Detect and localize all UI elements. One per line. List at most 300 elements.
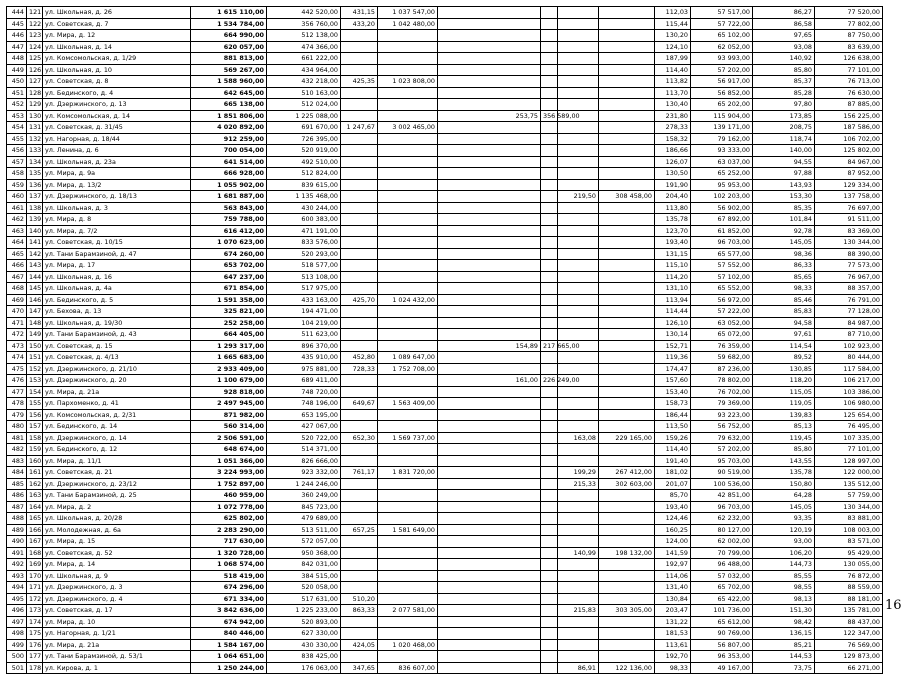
table-cell-c2	[341, 329, 378, 341]
table-cell-c9: 79 632,00	[691, 432, 753, 444]
table-cell-c2: 431,15	[341, 7, 378, 19]
table-cell-c10: 85,55	[753, 570, 815, 582]
table-cell-address: ул. Бединского, д. 5	[43, 294, 191, 306]
table-cell-c5	[541, 559, 558, 571]
table-cell-c5	[541, 225, 558, 237]
table-cell-total: 1 068 574,00	[191, 559, 267, 571]
table-cell-c6	[558, 628, 599, 640]
table-cell-c7	[599, 501, 655, 513]
table-row	[7, 352, 883, 364]
table-row	[7, 53, 883, 65]
table-cell-total: 871 982,00	[191, 409, 267, 421]
table-cell-c1: 432 218,00	[267, 76, 341, 88]
table-cell-c5	[541, 156, 558, 168]
table-cell-c1: 356 760,00	[267, 18, 341, 30]
table-cell-c7	[599, 260, 655, 272]
table-cell-c11: 135 781,00	[815, 605, 883, 617]
table-cell-c5	[541, 179, 558, 191]
table-cell-c6	[558, 179, 599, 191]
table-cell-c10: 73,75	[753, 662, 815, 674]
table-cell-address: ул. Мира, д. 14	[43, 559, 191, 571]
table-cell-c4	[438, 467, 541, 479]
table-cell-c7	[599, 41, 655, 53]
table-cell-total: 1 293 317,00	[191, 340, 267, 352]
table-cell-c2	[341, 283, 378, 295]
table-cell-c3	[378, 593, 438, 605]
table-cell-c3	[378, 214, 438, 226]
table-cell-total: 1 055 902,00	[191, 179, 267, 191]
table-cell-c10: 98,42	[753, 616, 815, 628]
table-cell-c1: 194 471,00	[267, 306, 341, 318]
table-cell-row: 499	[7, 639, 27, 651]
table-cell-c9: 63 052,00	[691, 317, 753, 329]
table-cell-total: 252 258,00	[191, 317, 267, 329]
table-cell-c8: 204,40	[655, 191, 691, 203]
table-cell-c7	[599, 582, 655, 594]
table-cell-c5	[541, 639, 558, 651]
table-cell-c8: 191,90	[655, 179, 691, 191]
table-cell-c1: 661 222,00	[267, 53, 341, 65]
budget-table-sheet	[6, 6, 882, 674]
table-cell-c6	[558, 283, 599, 295]
table-cell-c8: 157,60	[655, 375, 691, 387]
table-cell-n: 178	[27, 662, 43, 674]
table-cell-c8: 193,40	[655, 237, 691, 249]
table-cell-row: 474	[7, 352, 27, 364]
table-cell-c3: 2 077 581,00	[378, 605, 438, 617]
table-row	[7, 455, 883, 467]
table-cell-row: 454	[7, 122, 27, 134]
table-cell-c1: 1 244 246,00	[267, 478, 341, 490]
table-cell-n: 151	[27, 352, 43, 364]
table-cell-row: 463	[7, 225, 27, 237]
table-cell-c8: 113,80	[655, 202, 691, 214]
table-cell-c10: 89,52	[753, 352, 815, 364]
table-cell-c10: 208,75	[753, 122, 815, 134]
table-cell-row: 449	[7, 64, 27, 76]
table-cell-c10: 118,20	[753, 375, 815, 387]
table-cell-c4	[438, 237, 541, 249]
table-cell-n: 170	[27, 570, 43, 582]
table-row	[7, 225, 883, 237]
table-cell-c9: 65 072,00	[691, 329, 753, 341]
table-cell-c1: 384 515,00	[267, 570, 341, 582]
table-cell-address: ул. Советская, д. 21	[43, 467, 191, 479]
table-cell-address: ул. Школьная, д. 19/30	[43, 317, 191, 329]
table-cell-c8: 124,00	[655, 536, 691, 548]
table-row	[7, 18, 883, 30]
table-cell-address: ул. Комсомольская, д. 14	[43, 110, 191, 122]
table-row	[7, 501, 883, 513]
table-cell-c11: 77 101,00	[815, 64, 883, 76]
table-cell-c2	[341, 559, 378, 571]
table-cell-c2: 433,20	[341, 18, 378, 30]
table-cell-c9: 65 422,00	[691, 593, 753, 605]
table-cell-c9: 65 252,00	[691, 168, 753, 180]
table-cell-address: ул. Тани Барамзиной, д. 53/1	[43, 651, 191, 663]
table-cell-c9: 93 333,00	[691, 145, 753, 157]
table-cell-c8: 130,40	[655, 99, 691, 111]
table-cell-c4	[438, 317, 541, 329]
table-cell-c6	[558, 202, 599, 214]
table-cell-c1: 513 511,00	[267, 524, 341, 536]
table-row	[7, 662, 883, 674]
table-cell-address: ул. Школьная, д. 4а	[43, 283, 191, 295]
table-cell-c3	[378, 501, 438, 513]
table-cell-address: ул. Мира, д. 13/2	[43, 179, 191, 191]
table-cell-c8: 124,46	[655, 513, 691, 525]
table-cell-row: 482	[7, 444, 27, 456]
table-cell-c1: 1 225 233,00	[267, 605, 341, 617]
table-cell-c11: 77 573,00	[815, 260, 883, 272]
table-cell-c1: 430 330,00	[267, 639, 341, 651]
table-cell-c10: 153,30	[753, 191, 815, 203]
table-cell-total: 518 419,00	[191, 570, 267, 582]
table-cell-c9: 79 369,00	[691, 398, 753, 410]
table-cell-c2	[341, 547, 378, 559]
table-cell-c8: 113,82	[655, 76, 691, 88]
table-cell-n: 174	[27, 616, 43, 628]
table-cell-c3	[378, 202, 438, 214]
table-cell-c5	[541, 7, 558, 19]
table-cell-c4: 154,89	[438, 340, 541, 352]
table-cell-c3	[378, 409, 438, 421]
table-cell-c9: 56 972,00	[691, 294, 753, 306]
table-cell-c2	[341, 490, 378, 502]
table-cell-c5: 226 249,00	[541, 375, 558, 387]
table-cell-address: ул. Нагорная, д. 18/44	[43, 133, 191, 145]
table-cell-c4: 161,00	[438, 375, 541, 387]
table-cell-n: 136	[27, 179, 43, 191]
table-cell-row: 487	[7, 501, 27, 513]
table-cell-c7	[599, 651, 655, 663]
table-cell-c6	[558, 455, 599, 467]
table-cell-c7	[599, 352, 655, 364]
table-cell-c3: 836 607,00	[378, 662, 438, 674]
table-cell-c7	[599, 375, 655, 387]
table-cell-c4	[438, 524, 541, 536]
table-cell-c11: 129 873,00	[815, 651, 883, 663]
table-cell-c8: 114,06	[655, 570, 691, 582]
table-cell-c2: 425,70	[341, 294, 378, 306]
table-cell-c2	[341, 99, 378, 111]
table-cell-c8: 192,97	[655, 559, 691, 571]
table-cell-c2: 863,33	[341, 605, 378, 617]
table-cell-c5	[541, 260, 558, 272]
table-row	[7, 536, 883, 548]
table-cell-row: 462	[7, 214, 27, 226]
table-cell-c11: 77 802,00	[815, 18, 883, 30]
table-cell-c10: 106,20	[753, 547, 815, 559]
table-cell-c7	[599, 7, 655, 19]
table-row	[7, 524, 883, 536]
table-cell-c5	[541, 513, 558, 525]
table-cell-c1: 434 964,00	[267, 64, 341, 76]
table-cell-row: 486	[7, 490, 27, 502]
table-body	[7, 7, 883, 674]
table-cell-c11: 84 987,00	[815, 317, 883, 329]
table-cell-address: ул. Мира, д. 21а	[43, 386, 191, 398]
table-cell-c9: 96 488,00	[691, 559, 753, 571]
table-cell-n: 168	[27, 547, 43, 559]
table-cell-c8: 126,10	[655, 317, 691, 329]
table-cell-c2	[341, 110, 378, 122]
table-cell-c6	[558, 260, 599, 272]
table-cell-c1: 520 919,00	[267, 145, 341, 157]
table-cell-c1: 510 163,00	[267, 87, 341, 99]
table-cell-c6	[558, 248, 599, 260]
table-cell-c6: 215,33	[558, 478, 599, 490]
table-cell-address: ул. Мира, д. 8	[43, 214, 191, 226]
table-cell-c11: 130 055,00	[815, 559, 883, 571]
table-cell-c8: 159,26	[655, 432, 691, 444]
table-cell-c7	[599, 628, 655, 640]
table-cell-c10: 114,54	[753, 340, 815, 352]
table-cell-c1: 1 135 468,00	[267, 191, 341, 203]
table-cell-c2: 510,20	[341, 593, 378, 605]
table-cell-c3	[378, 99, 438, 111]
table-cell-n: 157	[27, 421, 43, 433]
table-cell-row: 490	[7, 536, 27, 548]
table-cell-c4	[438, 513, 541, 525]
table-cell-c11: 130 344,00	[815, 501, 883, 513]
table-cell-c1: 833 576,00	[267, 237, 341, 249]
table-cell-c2	[341, 455, 378, 467]
table-cell-c5	[541, 41, 558, 53]
table-cell-total: 642 645,00	[191, 87, 267, 99]
table-cell-c6	[558, 317, 599, 329]
table-cell-c5	[541, 168, 558, 180]
table-row	[7, 570, 883, 582]
table-cell-row: 489	[7, 524, 27, 536]
table-cell-c7	[599, 444, 655, 456]
table-cell-row: 444	[7, 7, 27, 19]
table-cell-c5	[541, 421, 558, 433]
table-cell-c9: 56 807,00	[691, 639, 753, 651]
table-row	[7, 76, 883, 88]
table-cell-c7	[599, 593, 655, 605]
table-cell-c9: 102 203,00	[691, 191, 753, 203]
table-cell-c11: 103 386,00	[815, 386, 883, 398]
table-cell-total: 666 928,00	[191, 168, 267, 180]
table-cell-c10: 64,28	[753, 490, 815, 502]
table-cell-c9: 65 552,00	[691, 283, 753, 295]
table-row	[7, 294, 883, 306]
table-cell-c11: 135 512,00	[815, 478, 883, 490]
table-cell-c5	[541, 30, 558, 42]
table-cell-c4	[438, 271, 541, 283]
table-row	[7, 386, 883, 398]
table-cell-c6	[558, 76, 599, 88]
table-cell-row: 450	[7, 76, 27, 88]
table-cell-n: 141	[27, 237, 43, 249]
table-cell-c4	[438, 501, 541, 513]
table-cell-total: 1 064 651,00	[191, 651, 267, 663]
table-cell-c2: 424,05	[341, 639, 378, 651]
table-cell-row: 455	[7, 133, 27, 145]
table-cell-c4	[438, 53, 541, 65]
table-cell-c9: 79 162,00	[691, 133, 753, 145]
table-cell-c10: 119,05	[753, 398, 815, 410]
table-cell-c3	[378, 225, 438, 237]
table-cell-c1: 838 425,00	[267, 651, 341, 663]
table-cell-row: 446	[7, 30, 27, 42]
table-cell-c5	[541, 398, 558, 410]
table-row	[7, 145, 883, 157]
table-cell-c9: 56 852,00	[691, 87, 753, 99]
table-cell-c5	[541, 501, 558, 513]
table-cell-address: ул. Мира, д. 7/2	[43, 225, 191, 237]
table-cell-n: 143	[27, 260, 43, 272]
table-cell-c7	[599, 616, 655, 628]
table-cell-c9: 115 904,00	[691, 110, 753, 122]
table-cell-c6: 140,99	[558, 547, 599, 559]
table-cell-n: 134	[27, 156, 43, 168]
table-cell-row: 461	[7, 202, 27, 214]
table-cell-total: 717 630,00	[191, 536, 267, 548]
table-cell-c3	[378, 536, 438, 548]
table-cell-n: 161	[27, 467, 43, 479]
table-cell-c1: 517 975,00	[267, 283, 341, 295]
table-cell-c1: 514 371,00	[267, 444, 341, 456]
table-row	[7, 651, 883, 663]
table-cell-total: 674 260,00	[191, 248, 267, 260]
table-cell-c9: 70 799,00	[691, 547, 753, 559]
table-cell-c6	[558, 421, 599, 433]
table-cell-c2	[341, 214, 378, 226]
table-cell-c4	[438, 409, 541, 421]
table-cell-c7	[599, 99, 655, 111]
table-cell-c10: 115,05	[753, 386, 815, 398]
table-cell-c1: 748 720,00	[267, 386, 341, 398]
table-cell-c11: 125 654,00	[815, 409, 883, 421]
table-cell-address: ул. Молодежная, д. 6а	[43, 524, 191, 536]
table-cell-row: 472	[7, 329, 27, 341]
table-cell-c11: 77 520,00	[815, 7, 883, 19]
table-cell-c6	[558, 7, 599, 19]
table-cell-c5	[541, 317, 558, 329]
table-cell-c8: 130,50	[655, 168, 691, 180]
table-cell-address: ул. Школьная, д. 20/28	[43, 513, 191, 525]
table-cell-address: ул. Бединского, д. 14	[43, 421, 191, 433]
table-row	[7, 444, 883, 456]
table-row	[7, 99, 883, 111]
table-cell-row: 445	[7, 18, 27, 30]
table-cell-c2	[341, 168, 378, 180]
table-cell-n: 127	[27, 76, 43, 88]
table-cell-c1: 896 370,00	[267, 340, 341, 352]
table-cell-c6: 163,08	[558, 432, 599, 444]
table-cell-total: 674 942,00	[191, 616, 267, 628]
table-cell-c9: 95 703,00	[691, 455, 753, 467]
table-cell-c9: 90 519,00	[691, 467, 753, 479]
table-cell-total: 560 314,00	[191, 421, 267, 433]
table-row	[7, 628, 883, 640]
table-cell-c3	[378, 490, 438, 502]
table-cell-c6	[558, 64, 599, 76]
table-cell-row: 475	[7, 363, 27, 375]
table-cell-c8: 130,14	[655, 329, 691, 341]
table-cell-c4	[438, 248, 541, 260]
table-cell-n: 173	[27, 605, 43, 617]
table-cell-n: 166	[27, 524, 43, 536]
table-cell-c8: 152,71	[655, 340, 691, 352]
table-cell-row: 451	[7, 87, 27, 99]
table-cell-c10: 145,05	[753, 237, 815, 249]
table-cell-c5	[541, 570, 558, 582]
table-cell-c3	[378, 283, 438, 295]
table-cell-c9: 139 171,00	[691, 122, 753, 134]
table-cell-c11: 130 344,00	[815, 237, 883, 249]
table-cell-c10: 85,35	[753, 202, 815, 214]
table-row	[7, 639, 883, 651]
table-cell-c8: 181,53	[655, 628, 691, 640]
table-cell-c8: 141,59	[655, 547, 691, 559]
table-cell-c2: 652,30	[341, 432, 378, 444]
table-cell-c8: 131,40	[655, 582, 691, 594]
table-cell-c2	[341, 225, 378, 237]
table-cell-row: 452	[7, 99, 27, 111]
table-cell-c10: 135,78	[753, 467, 815, 479]
table-cell-c4	[438, 260, 541, 272]
table-cell-c2	[341, 260, 378, 272]
table-cell-c5	[541, 237, 558, 249]
table-cell-c7	[599, 490, 655, 502]
table-cell-c5	[541, 283, 558, 295]
table-cell-c1: 950 368,00	[267, 547, 341, 559]
table-row	[7, 41, 883, 53]
table-cell-c4	[438, 41, 541, 53]
table-cell-c2	[341, 306, 378, 318]
table-cell-c6	[558, 501, 599, 513]
table-row	[7, 237, 883, 249]
table-cell-address: ул. Дзержинского, д. 18/13	[43, 191, 191, 203]
table-cell-c6	[558, 409, 599, 421]
table-cell-total: 664 405,00	[191, 329, 267, 341]
table-cell-c9: 63 037,00	[691, 156, 753, 168]
table-cell-c5	[541, 616, 558, 628]
table-cell-c7	[599, 524, 655, 536]
table-cell-n: 150	[27, 340, 43, 352]
table-cell-c8: 193,40	[655, 501, 691, 513]
table-cell-c7: 198 132,00	[599, 547, 655, 559]
table-cell-c9: 65 577,00	[691, 248, 753, 260]
table-cell-c7	[599, 76, 655, 88]
table-cell-c4	[438, 329, 541, 341]
table-cell-c2	[341, 191, 378, 203]
table-cell-n: 162	[27, 478, 43, 490]
table-cell-c5	[541, 582, 558, 594]
table-cell-address: ул. Мира, д. 11/1	[43, 455, 191, 467]
table-cell-row: 501	[7, 662, 27, 674]
table-cell-c7	[599, 87, 655, 99]
table-cell-c11: 117 584,00	[815, 363, 883, 375]
table-cell-c10: 93,00	[753, 536, 815, 548]
table-cell-c10: 92,78	[753, 225, 815, 237]
table-row	[7, 398, 883, 410]
table-cell-c10: 139,83	[753, 409, 815, 421]
table-cell-c11: 88 559,00	[815, 582, 883, 594]
table-cell-n: 124	[27, 41, 43, 53]
table-cell-c2: 1 247,67	[341, 122, 378, 134]
table-cell-n: 167	[27, 536, 43, 548]
table-cell-n: 169	[27, 559, 43, 571]
table-cell-row: 458	[7, 168, 27, 180]
table-cell-total: 671 334,00	[191, 593, 267, 605]
table-cell-c3	[378, 306, 438, 318]
table-cell-row: 484	[7, 467, 27, 479]
table-cell-c4	[438, 7, 541, 19]
